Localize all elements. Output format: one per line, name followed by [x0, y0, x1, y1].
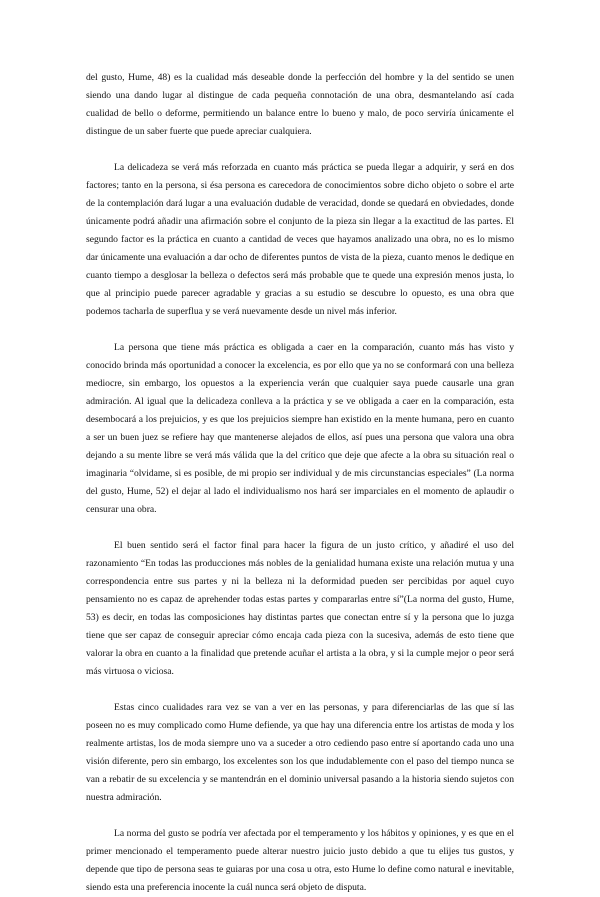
- paragraph-2: La delicadeza se verá más reforzada en cuanto más práctica se pueda llegar a adquirir, y será en dos factores; tanto en la persona, si ésa persona es carecedora de conocimientos sobre dicho objeto o sobre el arte de la contemplación dará lugar a una evaluación dudable de veracidad, donde se quedará en obviedades, donde únicamente podrá añadir una afirmación sobre el conjunto de la pieza sin llegar a la exactitud de las partes. El segundo factor es la práctica en cuanto a cantidad de veces que hayamos analizado una obra, no es lo mismo dar únicamente una evaluación a dar ocho de diferentes puntos de vista de la pieza, cuanto menos le dedique en cuanto tiempo a desglosar la belleza o defectos será más probable que te quede una expresión menos justa, lo que al principio puede parecer agradable y gracias a su estudio se descubre lo opuesto, es una obra que podemos tacharla de superflua y se verá nuevamente desde un nivel más inferior.: [86, 162, 514, 317]
- paragraph-4: El buen sentido será el factor final para hacer la figura de un justo crítico, y añadiré el uso del razonamiento “En todas las producciones más nobles de la genialidad humana existe una relación mutua y una correspondencia entre sus partes y ni la belleza ni la deformidad pueden ser percibidas por aquel cuyo pensamiento no es capaz de aprehender todas estas partes y compararlas entre sí”(La norma del gusto, Hume, 53) es decir, en todas las composiciones hay distintas partes que conectan entre sí y la persona que lo juzga tiene que ser capaz de conseguir apreciar cómo encaja cada pieza con la sucesiva, además de esto tiene que valorar la obra en cuanto a la finalidad que pretende acuñar el artista a la obra, y si la cumple mejor o peor será más virtuosa o viciosa.: [86, 540, 514, 677]
- paragraph-3: La persona que tiene más práctica es obligada a caer en la comparación, cuanto más has visto y conocido brinda más oportunidad a conocer la excelencia, es por ello que ya no se conformará con una belleza mediocre, sin embargo, los opuestos a la experiencia verán que cualquier saya puede causarle una gran admiración. Al igual que la delicadeza conlleva a la práctica y se ve obligada a caer en la comparación, esta desembocará a los prejuicios, y es que los prejuicios siempre han existido en la mente humana, pero en cuanto a ser un buen juez se refiere hay que mantenerse alejados de ellos, así pues una persona que valora una obra dejando a su mente libre se verá más válida que la del crítico que deje que afecte a la obra su situación real o imaginaria “olvidame, si es posible, de mi propio ser individual y de mis circunstancias especiales” (La norma del gusto, Hume, 52) el dejar al lado el individualismo nos hará ser imparciales en el momento de aplaudir o censurar una obra.: [86, 342, 514, 515]
- document-body: [86, 69, 514, 897]
- paragraph-6: La norma del gusto se podría ver afectada por el temperamento y los hábitos y opiniones, y es que en el primer mencionado el temperamento puede alterar nuestro juicio justo debido a que tu elijes tus gustos, y depende que tipo de persona seas te guiaras por una cosa u otra, esto Hume lo define como natural e inevitable, siendo esta una preferencia inocente la cuál nunca será objeto de disputa.: [86, 828, 514, 893]
- paragraph-5: Estas cinco cualidades rara vez se van a ver en las personas, y para diferenciarlas de las que sí las poseen no es muy complicado como Hume defiende, ya que hay una diferencia entre los artistas de moda y los realmente artistas, los de moda siempre uno va a suceder a otro cediendo paso entre sí aportando cada uno una visión diferente, pero sin embargo, los excelentes son los que indudablemente con el paso del tiempo nunca se van a rebatir de su excelencia y se mantendrán en el dominio universal pasando a la historia siendo sujetos con nuestra admiración.: [86, 702, 514, 803]
- paragraph-1: del gusto, Hume, 48) es la cualidad más deseable donde la perfección del hombre y la del sentido se unen siendo una dando lugar al distingue de cada pequeña connotación de una obra, desmantelando así cada cualidad de bello o deforme, permitiendo un balance entre lo bueno y malo, de poco serviría únicamente el distingue de un saber fuerte que puede apreciar cualquiera.: [86, 72, 514, 137]
